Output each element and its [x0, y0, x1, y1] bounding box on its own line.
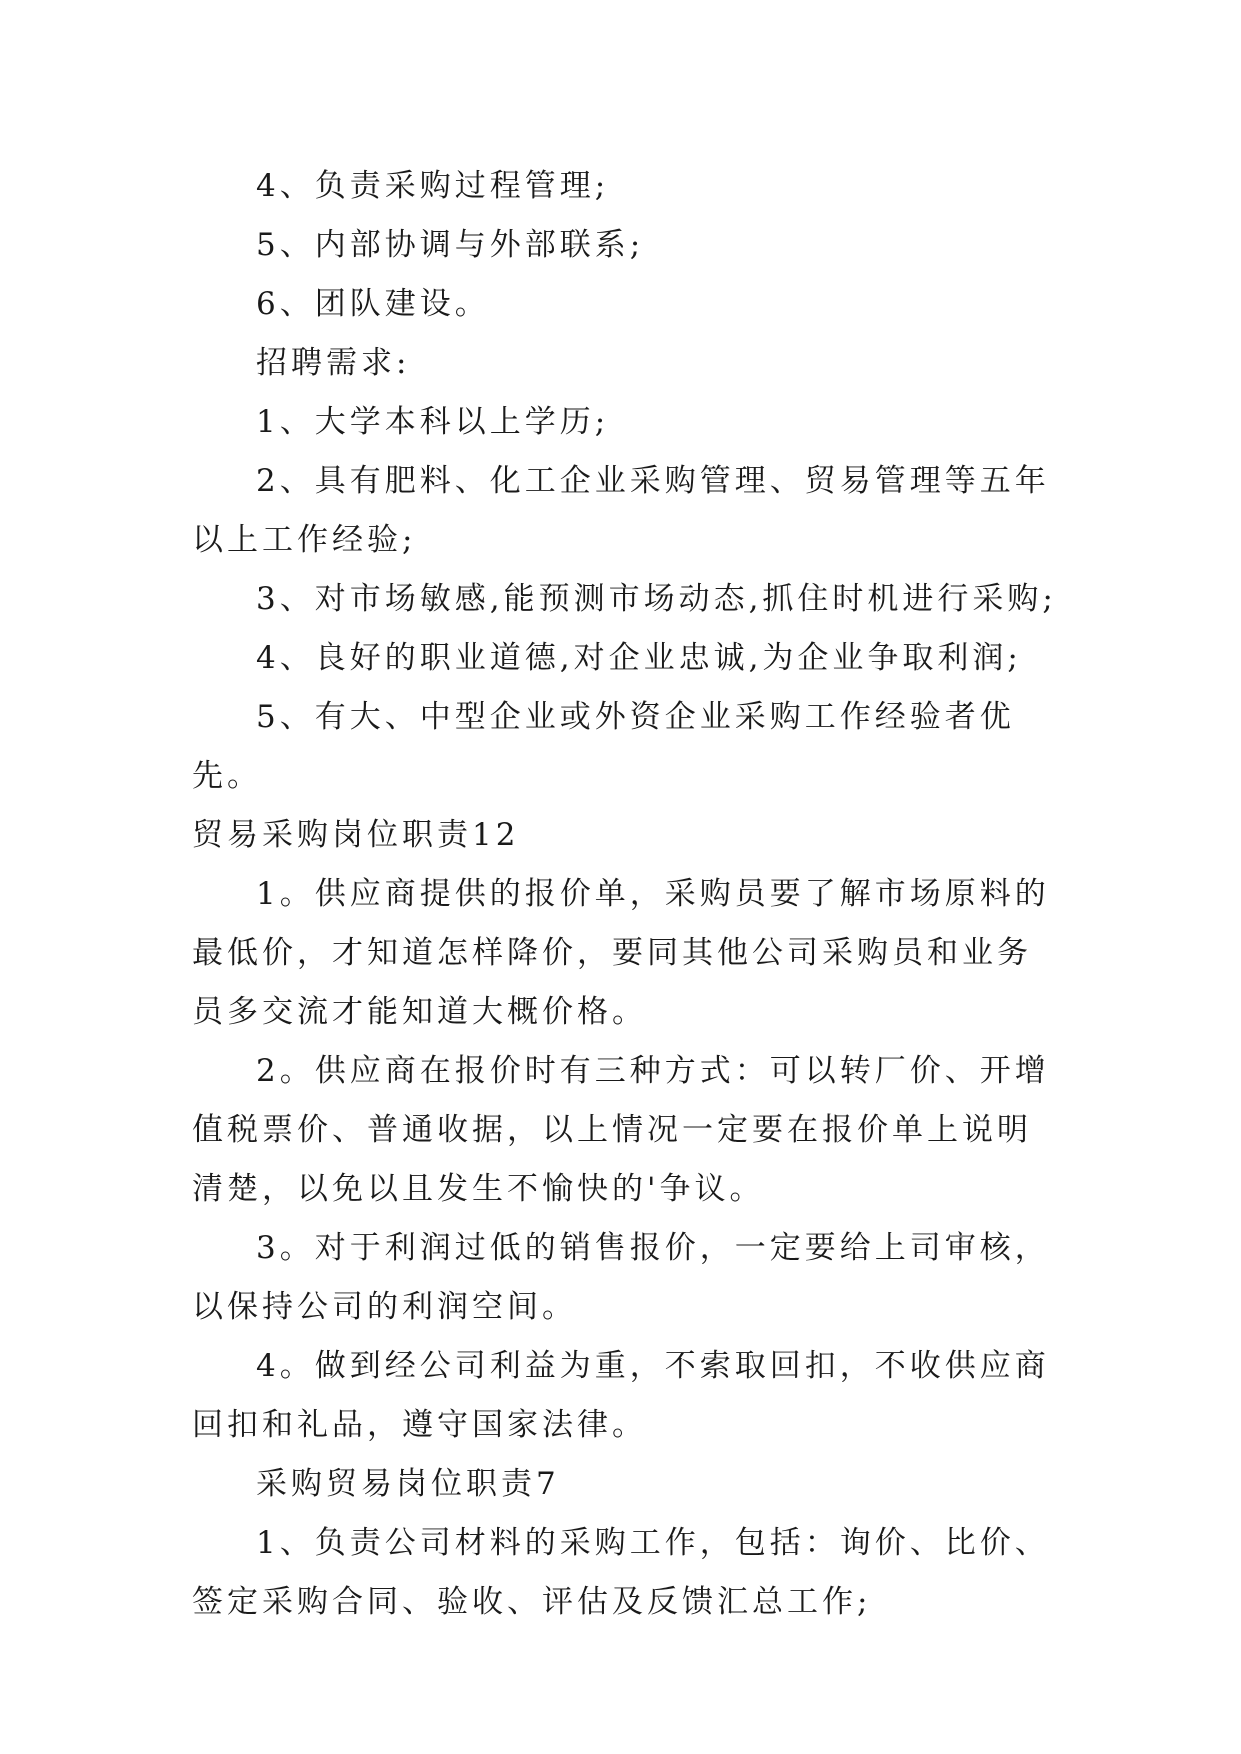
- list-item-low-profit: 3。对于利润过低的销售报价，一定要给上司审核，以保持公司的利润空间。: [192, 1230, 1050, 1325]
- list-item-pricing-methods: 2。供应商在报价时有三种方式：可以转厂价、开增值税票价、普通收据，以上情况一定要在报价单上说明清楚，以免以且发生不愉快的'争议。: [192, 1053, 1050, 1207]
- section-heading-requirements: 招聘需求:: [256, 345, 411, 381]
- section-heading-duties-12: 贸易采购岗位职责12: [192, 817, 520, 853]
- list-item-education: 1、大学本科以上学历;: [256, 404, 610, 440]
- list-item-quotation: 1。供应商提供的报价单，采购员要了解市场原料的最低价，才知道怎样降价，要同其他公司采购员和业务员多交流才能知道大概价格。: [192, 876, 1050, 1030]
- list-item-experience: 2、具有肥料、化工企业采购管理、贸易管理等五年以上工作经验;: [192, 463, 1050, 558]
- document-body: [192, 157, 1062, 1632]
- list-item-team-building: 6、团队建设。: [256, 286, 490, 322]
- list-item-market-sense: 3、对市场敏感,能预测市场动态,抓住时机进行采购;: [256, 581, 1057, 617]
- list-item-integrity: 4。做到经公司利益为重，不索取回扣，不收供应商回扣和礼品，遵守国家法律。: [192, 1348, 1050, 1443]
- list-item-preferred: 5、有大、中型企业或外资企业采购工作经验者优先。: [192, 699, 1015, 794]
- list-item-coordination: 5、内部协调与外部联系;: [256, 227, 645, 263]
- section-heading-duties-7: 采购贸易岗位职责7: [256, 1466, 560, 1502]
- list-item-manage-process: 4、负责采购过程管理;: [256, 168, 610, 204]
- list-item-material-procurement: 1、负责公司材料的采购工作，包括：询价、比价、签定采购合同、验收、评估及反馈汇总工作;: [192, 1525, 1050, 1620]
- list-item-ethics: 4、良好的职业道德,对企业忠诚,为企业争取利润;: [256, 640, 1022, 676]
